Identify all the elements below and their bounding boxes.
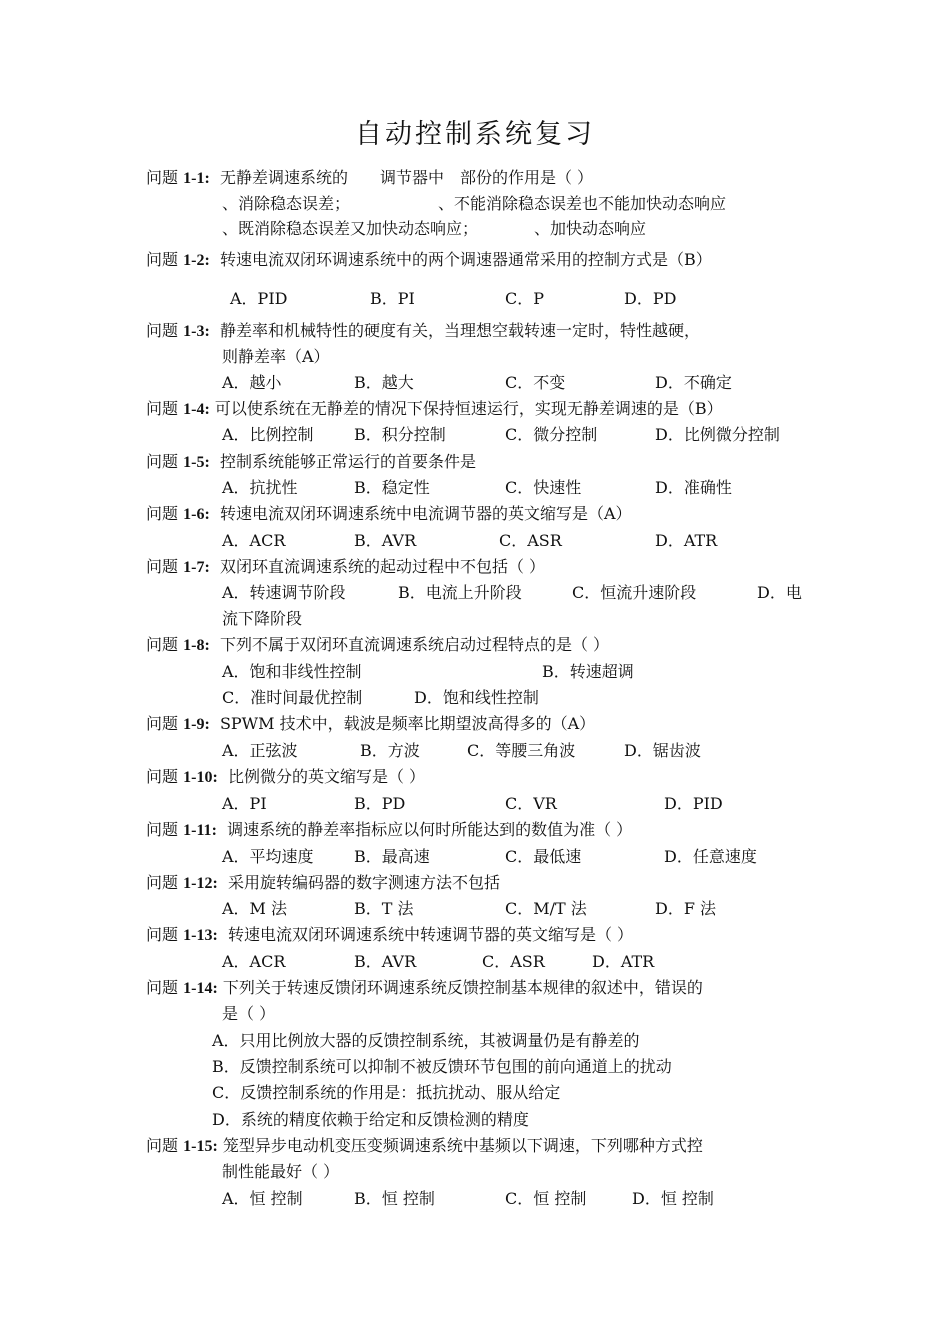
question-label: 问题 — [146, 925, 179, 944]
option-c: C．ASR — [482, 952, 545, 971]
question-extra-line: 、既消除稳态误差又加快动态响应； 、加快动态响应 — [222, 219, 647, 238]
option-c: C．最低速 — [505, 847, 582, 866]
document-title: 自动控制系统复习 — [355, 119, 595, 150]
option-c: C．恒流升速阶段 — [572, 583, 697, 602]
option-c: C．准时间最优控制 — [222, 688, 363, 707]
option-a: A．饱和非线性控制 — [222, 662, 362, 681]
question-number: 1-4 — [183, 401, 205, 418]
option-b: B．AVR — [354, 531, 417, 550]
option-c: C．恒 控制 — [505, 1189, 587, 1208]
option-d: D．准确性 — [655, 478, 732, 497]
question-text: 无静差调速系统的 调节器中 部份的作用是（ ） — [219, 168, 594, 187]
question-extra-line: 、消除稳态误差； 、不能消除稳态误差也不能加快动态响应 — [222, 194, 727, 213]
option-a: A．PID — [230, 289, 288, 308]
question-text: SPWM 技术中，载波是频率比期望波高得多的（A） — [219, 714, 596, 733]
question-1-4: 问题 1-4: 可以使系统在无静差的情况下保持恒速运行，实现无静差调速的是（B） — [146, 399, 723, 418]
question-number: 1-14 — [183, 980, 213, 997]
question-number: 1-3 — [183, 323, 205, 340]
question-number: 1-9 — [183, 716, 205, 733]
option-c: C．微分控制 — [505, 425, 598, 444]
option-a: A．只用比例放大器的反馈控制系统，其被调量仍是有静差的 — [212, 1031, 640, 1050]
option-d: D．ATR — [592, 952, 655, 971]
option-a: A．比例控制 — [222, 425, 314, 444]
question-1-9: 问题 1-9: SPWM 技术中，载波是频率比期望波高得多的（A） — [146, 714, 596, 733]
question-number: 1-2 — [183, 252, 205, 269]
question-1-5: 问题 1-5: 控制系统能够正常运行的首要条件是 — [146, 452, 476, 471]
option-a: A．抗扰性 — [222, 478, 298, 497]
question-label: 问题 — [146, 557, 179, 576]
question-label: 问题 — [146, 767, 179, 786]
option-a: A．转速调节阶段 — [222, 583, 346, 602]
question-label: 问题 — [146, 250, 179, 269]
option-b: B．方波 — [360, 741, 420, 760]
option-c: C．VR — [505, 794, 557, 813]
option-b: B．越大 — [354, 373, 414, 392]
question-label: 问题 — [146, 452, 179, 471]
question-label: 问题 — [146, 635, 179, 654]
option-b: B．PD — [354, 794, 406, 813]
option-a: A．ACR — [222, 952, 286, 971]
question-continuation: 制性能最好（ ） — [222, 1162, 340, 1181]
question-label: 问题 — [146, 504, 179, 523]
option-c: C．P — [505, 289, 545, 308]
option-d: D．PD — [624, 289, 677, 308]
question-text: 转速电流双闭环调速系统中电流调节器的英文缩写是（A） — [219, 504, 632, 523]
question-text: 可以使系统在无静差的情况下保持恒速运行，实现无静差调速的是（B） — [214, 399, 723, 418]
question-label: 问题 — [146, 820, 179, 839]
question-1-6: 问题 1-6: 转速电流双闭环调速系统中电流调节器的英文缩写是（A） — [146, 504, 632, 523]
option-a: A．正弦波 — [222, 741, 298, 760]
option-c: C．M/T 法 — [505, 899, 587, 918]
option-c: C．ASR — [499, 531, 562, 550]
option-a: A．ACR — [222, 531, 286, 550]
option-b: B．T 法 — [354, 899, 414, 918]
option-a: A．M 法 — [222, 899, 288, 918]
question-label: 问题 — [146, 978, 179, 997]
option-b: B．电流上升阶段 — [398, 583, 522, 602]
question-label: 问题 — [146, 873, 179, 892]
question-1-7: 问题 1-7: 双闭环直流调速系统的起动过程中不包括（ ） — [146, 557, 546, 576]
question-text: 转速电流双闭环调速系统中转速调节器的英文缩写是（ ） — [227, 925, 634, 944]
question-number: 1-11 — [183, 822, 212, 839]
question-label: 问题 — [146, 399, 179, 418]
option-b: B．反馈控制系统可以抑制不被反馈环节包围的前向通道上的扰动 — [212, 1057, 672, 1076]
question-number: 1-8 — [183, 637, 205, 654]
question-1-10: 问题 1-10: 比例微分的英文缩写是（ ） — [146, 767, 426, 786]
option-d: D．不确定 — [655, 373, 732, 392]
question-number: 1-6 — [183, 506, 205, 523]
question-continuation: 是（ ） — [222, 1004, 276, 1023]
question-label: 问题 — [146, 321, 179, 340]
question-number: 1-12 — [183, 875, 213, 892]
option-d: D．ATR — [655, 531, 718, 550]
question-label: 问题 — [146, 714, 179, 733]
option-d: D．PID — [664, 794, 723, 813]
question-text: 双闭环直流调速系统的起动过程中不包括（ ） — [219, 557, 546, 576]
option-d: D．比例微分控制 — [655, 425, 780, 444]
question-1-12: 问题 1-12: 采用旋转编码器的数字测速方法不包括 — [146, 873, 500, 892]
option-d: D．恒 控制 — [632, 1189, 714, 1208]
question-text: 转速电流双闭环调速系统中的两个调速器通常采用的控制方式是（B） — [219, 250, 712, 269]
question-text: 控制系统能够正常运行的首要条件是 — [219, 452, 476, 471]
option-d: D．电 — [757, 583, 802, 602]
question-1-1: 问题 1-1: 无静差调速系统的 调节器中 部份的作用是（ ） — [146, 168, 594, 187]
question-number: 1-7 — [183, 559, 205, 576]
question-1-8: 问题 1-8: 下列不属于双闭环直流调速系统启动过程特点的是（ ） — [146, 635, 610, 654]
option-d: D．锯齿波 — [624, 741, 701, 760]
question-1-13: 问题 1-13: 转速电流双闭环调速系统中转速调节器的英文缩写是（ ） — [146, 925, 634, 944]
question-number: 1-13 — [183, 927, 213, 944]
option-b: B．转速超调 — [542, 662, 634, 681]
option-b: B．PI — [370, 289, 415, 308]
question-text: 采用旋转编码器的数字测速方法不包括 — [227, 873, 500, 892]
option-d: D．F 法 — [655, 899, 717, 918]
question-1-15: 问题 1-15: 笼型异步电动机变压变频调速系统中基频以下调速，下列哪种方式控 — [146, 1136, 703, 1155]
option-c: C．等腰三角波 — [467, 741, 576, 760]
question-text: 比例微分的英文缩写是（ ） — [227, 767, 426, 786]
option-d: D．系统的精度依赖于给定和反馈检测的精度 — [212, 1110, 529, 1129]
option-d-continuation: 流下降阶段 — [222, 609, 303, 628]
question-text: 静差率和机械特性的硬度有关，当理想空载转速一定时，特性越硬， — [219, 321, 700, 340]
question-text: 调速系统的静差率指标应以何时所能达到的数值为准（ ） — [227, 820, 633, 839]
question-text: 下列不属于双闭环直流调速系统启动过程特点的是（ ） — [219, 635, 610, 654]
option-a: A．PI — [222, 794, 267, 813]
option-c: C．反馈控制系统的作用是：抵抗扰动、服从给定 — [212, 1083, 561, 1102]
option-c: C．不变 — [505, 373, 566, 392]
option-c: C．快速性 — [505, 478, 582, 497]
question-number: 1-15 — [183, 1138, 213, 1155]
option-a: A．平均速度 — [222, 847, 314, 866]
option-d: D．任意速度 — [664, 847, 757, 866]
option-b: B．AVR — [354, 952, 417, 971]
option-b: B．恒 控制 — [354, 1189, 435, 1208]
question-text: 下列关于转速反馈闭环调速系统反馈控制基本规律的叙述中，错误的 — [222, 978, 703, 997]
question-label: 问题 — [146, 1136, 179, 1155]
option-a: A．恒 控制 — [222, 1189, 303, 1208]
question-number: 1-10 — [183, 769, 213, 786]
option-b: B．积分控制 — [354, 425, 446, 444]
question-1-11: 问题 1-11: 调速系统的静差率指标应以何时所能达到的数值为准（ ） — [146, 820, 633, 839]
question-text: 笼型异步电动机变压变频调速系统中基频以下调速，下列哪种方式控 — [222, 1136, 703, 1155]
question-1-3: 问题 1-3: 静差率和机械特性的硬度有关，当理想空载转速一定时，特性越硬， — [146, 321, 700, 340]
question-label: 问题 — [146, 168, 179, 187]
option-a: A．越小 — [222, 373, 282, 392]
question-number: 1-1 — [183, 170, 205, 187]
option-b: B．稳定性 — [354, 478, 430, 497]
question-continuation: 则静差率（A） — [222, 347, 330, 366]
option-b: B．最高速 — [354, 847, 430, 866]
question-number: 1-5 — [183, 454, 205, 471]
question-1-2: 问题 1-2: 转速电流双闭环调速系统中的两个调速器通常采用的控制方式是（B） — [146, 250, 712, 269]
question-1-14: 问题 1-14: 下列关于转速反馈闭环调速系统反馈控制基本规律的叙述中，错误的 — [146, 978, 703, 997]
option-d: D．饱和线性控制 — [414, 688, 539, 707]
